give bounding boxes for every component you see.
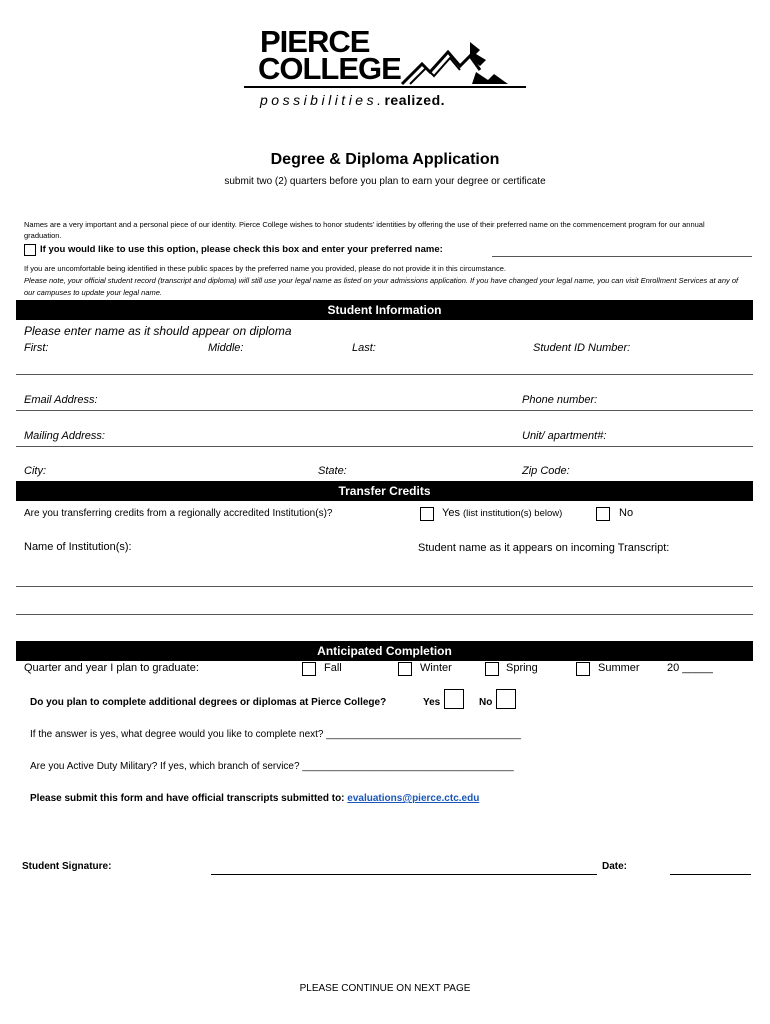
transfer-question: Are you transferring credits from a regionally accredited Institution(s)? (24, 508, 333, 519)
city-label: City: (24, 465, 46, 477)
preferred-name-intro: Names are a very important and a personal piece of our identity. Pierce College wishes to honor students’ identities by offering the use of their preferred name on the commencement program for our annual graduation. (24, 220, 705, 240)
transfer-no-checkbox[interactable] (596, 507, 610, 521)
signature-label: Student Signature: (22, 861, 112, 872)
transfer-yes-note: (list institution(s) below) (463, 508, 563, 519)
institution-field-line-2[interactable] (16, 614, 753, 615)
spring-checkbox[interactable] (485, 662, 499, 676)
graduation-quarter-label: Quarter and year I plan to graduate: (24, 662, 199, 674)
institution-label: Name of Institution(s): (24, 541, 132, 553)
additional-no-checkbox[interactable] (496, 689, 516, 709)
email-label: Email Address: (24, 394, 98, 406)
submit-instructions (30, 793, 479, 804)
preferred-name-note-2: Please note, your official student record (transcript and diploma) will still use your legal name as listed on your admissions application. If you have changed your legal name, you can visit Enrollment Services at any of our campuses to update your legal name. (24, 276, 739, 297)
page-title: Degree & Diploma Application (270, 151, 500, 168)
institution-field-line-1[interactable] (16, 586, 753, 587)
preferred-name-checkbox[interactable] (24, 244, 36, 256)
first-name-label: First: (24, 342, 49, 354)
tagline-part-1: possibilities. (260, 92, 385, 108)
summer-label: Summer (598, 662, 640, 674)
logo-tagline (260, 92, 445, 108)
student-information-heading: Student Information (16, 300, 753, 320)
fall-checkbox[interactable] (302, 662, 316, 676)
transfer-yes-text: Yes (442, 507, 460, 519)
logo-mountain-icon (400, 40, 510, 86)
transfer-yes-checkbox[interactable] (420, 507, 434, 521)
additional-yes-checkbox[interactable] (444, 689, 464, 709)
college-logo (244, 24, 529, 114)
submit-text: Please submit this form and have official transcripts submitted to: (30, 793, 345, 804)
summer-checkbox[interactable] (576, 662, 590, 676)
additional-degree-question: Do you plan to complete additional degrees or diplomas at Pierce College? (30, 697, 387, 708)
preferred-name-label: If you would like to use this option, please check this box and enter your preferred name: (40, 244, 443, 255)
winter-checkbox[interactable] (398, 662, 412, 676)
continue-next-page: PLEASE CONTINUE ON NEXT PAGE (299, 983, 471, 994)
mailing-address-label: Mailing Address: (24, 430, 105, 442)
state-label: State: (318, 465, 347, 477)
preferred-name-note-1: If you are uncomfortable being identified in these public spaces by the preferred name you provided, please do not provide it in this circumstance. (24, 264, 506, 273)
logo-rule (244, 86, 526, 88)
diploma-name-instruction: Please enter name as it should appear on diploma (24, 324, 292, 338)
transfer-no-label: No (619, 507, 634, 519)
signature-line[interactable] (211, 874, 597, 875)
next-degree-question[interactable]: If the answer is yes, what degree would you like to complete next? ___________________________________ (30, 729, 521, 740)
preferred-name-field[interactable] (492, 256, 752, 257)
email-field-line[interactable] (16, 410, 753, 411)
military-question[interactable]: Are you Active Duty Military? If yes, which branch of service? ______________________________________ (30, 761, 514, 772)
transfer-credits-heading: Transfer Credits (16, 481, 753, 501)
fall-label: Fall (324, 662, 342, 674)
last-name-label: Last: (352, 342, 376, 354)
student-id-label: Student ID Number: (533, 342, 631, 354)
date-label: Date: (602, 861, 628, 872)
spring-label: Spring (506, 662, 538, 674)
evaluations-email-link[interactable]: evaluations@pierce.ctc.edu (347, 793, 480, 804)
anticipated-completion-heading: Anticipated Completion (16, 641, 753, 661)
phone-label: Phone number: (522, 394, 598, 406)
logo-line-1: PIERCE (260, 24, 370, 59)
unit-label: Unit/ apartment#: (522, 430, 607, 442)
zip-label: Zip Code: (522, 465, 570, 477)
additional-yes-label: Yes (423, 697, 441, 708)
date-line[interactable] (670, 874, 751, 875)
winter-label: Winter (420, 662, 452, 674)
graduation-year-field[interactable]: 20 _____ (667, 662, 713, 674)
additional-no-label: No (479, 697, 493, 708)
page-subtitle: submit two (2) quarters before you plan to earn your degree or certificate (224, 176, 546, 187)
transfer-yes-label (442, 507, 562, 519)
logo-line-2: COLLEGE (258, 51, 401, 86)
transcript-name-label: Student name as it appears on incoming Transcript: (418, 542, 670, 554)
tagline-part-2: realized. (384, 92, 446, 108)
address-field-line[interactable] (16, 446, 753, 447)
middle-name-label: Middle: (208, 342, 244, 354)
name-field-line[interactable] (16, 374, 753, 375)
